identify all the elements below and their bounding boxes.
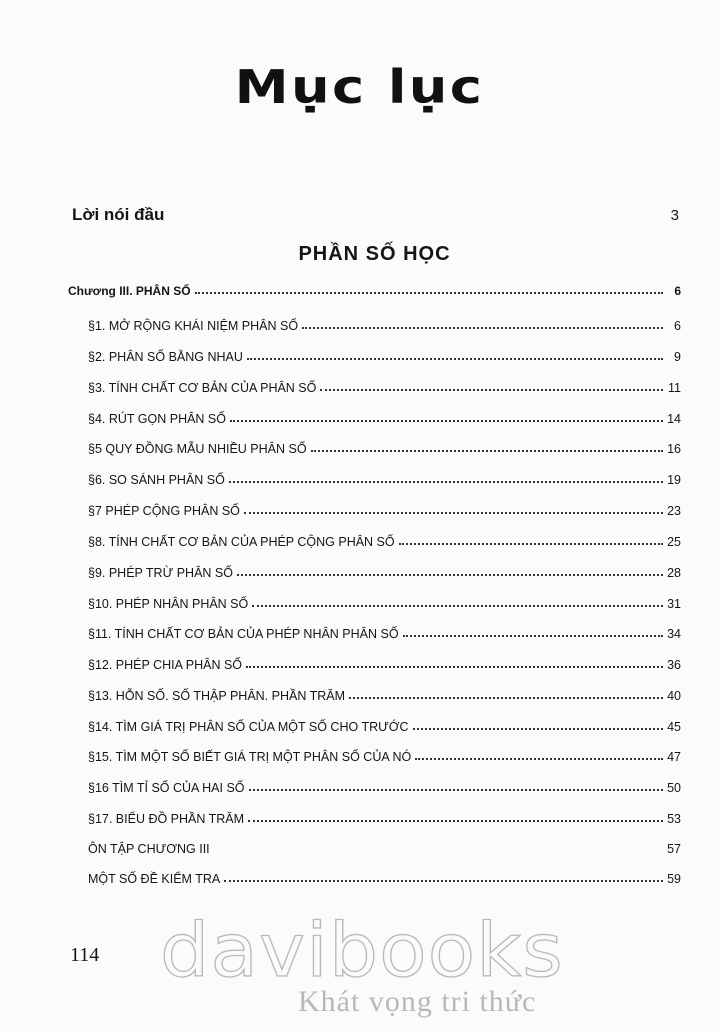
toc-entry[interactable] — [88, 313, 681, 333]
toc-entry[interactable] — [88, 652, 681, 672]
toc-leader — [246, 666, 663, 668]
toc-leader — [320, 389, 663, 391]
toc-leader — [237, 574, 663, 576]
toc-entry-page: 28 — [667, 566, 681, 580]
toc-entry-page: 53 — [667, 812, 681, 826]
toc-leader — [244, 512, 663, 514]
toc-entry-label: ÔN TẬP CHƯƠNG III — [88, 842, 210, 856]
toc-entry-label: §4. RÚT GỌN PHÂN SỐ — [88, 412, 226, 426]
toc-entry-page: 16 — [667, 442, 681, 456]
toc-entry-page: 47 — [667, 750, 681, 764]
toc-entry-page: 59 — [667, 872, 681, 886]
toc-entry-label: MỘT SỐ ĐỀ KIỂM TRA — [88, 872, 221, 886]
toc-entry[interactable] — [88, 406, 681, 426]
toc-entry-label: §13. HỖN SỐ. SỐ THẬP PHÂN. PHẦN TRĂM — [88, 689, 346, 703]
toc-entry[interactable] — [88, 375, 681, 395]
toc-leader — [229, 481, 663, 483]
toc-entry[interactable] — [88, 714, 681, 734]
toc-entry[interactable] — [88, 591, 681, 611]
toc-leader — [249, 789, 663, 791]
toc-leader — [195, 292, 663, 294]
toc-entry-page: 45 — [667, 720, 681, 734]
toc-entry-page: 11 — [668, 381, 681, 395]
toc-entry-page: 31 — [667, 597, 681, 611]
toc-entry-label: §8. TÍNH CHẤT CƠ BẢN CỦA PHÉP CỘNG PHÂN SỐ — [88, 535, 395, 549]
toc-entry[interactable] — [88, 806, 681, 826]
toc-entry-label: §16 TÌM TỈ SỐ CỦA HAI SỐ — [88, 781, 245, 795]
toc-entry[interactable] — [88, 560, 681, 580]
toc-leader — [252, 605, 663, 607]
toc-entry-label: §2. PHÂN SỐ BẰNG NHAU — [88, 350, 243, 364]
watermark-brand: davibooks — [160, 908, 564, 994]
page-number: 114 — [70, 944, 100, 966]
toc-entry-label: §14. TÌM GIÁ TRỊ PHÂN SỐ CỦA MỘT SỐ CHO TRƯỚC — [88, 720, 409, 734]
page-title: Mục lục — [234, 60, 485, 114]
toc-entry-page: 6 — [674, 319, 681, 333]
toc-entry-page: 40 — [667, 689, 681, 703]
toc-intro-page: 3 — [670, 206, 679, 224]
toc-entry[interactable] — [88, 529, 681, 549]
toc-entry-page: 19 — [667, 473, 681, 487]
toc-entry[interactable] — [88, 775, 681, 795]
toc-leader — [230, 420, 663, 422]
watermark-slogan: Khát vọng tri thức — [298, 985, 537, 1018]
toc-entry-page: 57 — [667, 842, 681, 856]
toc-entry[interactable] — [88, 467, 681, 487]
toc-entry-label: §9. PHÉP TRỪ PHÂN SỐ — [88, 566, 233, 580]
toc-entry-page: 9 — [674, 350, 681, 364]
toc-entry-label: §7 PHÉP CỘNG PHÂN SỐ — [88, 504, 240, 518]
toc-entry[interactable] — [88, 344, 681, 364]
toc-entry[interactable] — [88, 744, 681, 764]
toc-chapter-label: Chương III. PHÂN SỐ — [68, 284, 191, 298]
toc-leader — [399, 543, 663, 545]
toc-leader — [403, 635, 663, 637]
toc-entry-label: §15. TÌM MỘT SỐ BIẾT GIÁ TRỊ MỘT PHÂN SỐ CỦA NÓ — [88, 750, 412, 764]
toc-entry-label: §12. PHÉP CHIA PHÂN SỐ — [88, 658, 242, 672]
toc-entry[interactable] — [88, 866, 681, 886]
toc-leader — [302, 327, 663, 329]
toc-entry[interactable] — [88, 498, 681, 518]
toc-entry-label: §3. TÍNH CHẤT CƠ BẢN CỦA PHÂN SỐ — [88, 381, 317, 395]
toc-chapter-row[interactable] — [68, 278, 681, 298]
toc-entry-label: §11. TÍNH CHẤT CƠ BẢN CỦA PHÉP NHÂN PHÂN SỐ — [88, 627, 399, 641]
toc-entry-page: 50 — [667, 781, 681, 795]
toc-chapter-page: 6 — [674, 284, 681, 298]
toc-entry[interactable] — [88, 683, 681, 703]
toc-leader — [248, 820, 663, 822]
toc-entry-page: 23 — [667, 504, 681, 518]
toc-leader — [349, 697, 663, 699]
toc-entry-label: §1. MỞ RỘNG KHÁI NIỆM PHÂN SỐ — [88, 319, 299, 333]
toc-entry[interactable] — [88, 836, 681, 856]
toc-intro-row[interactable] — [72, 203, 679, 227]
toc-entry-page: 25 — [667, 535, 681, 549]
toc-entry-page: 36 — [667, 658, 681, 672]
toc-leader — [311, 450, 663, 452]
toc-entry[interactable] — [88, 436, 681, 456]
toc-entry-page: 14 — [667, 412, 681, 426]
toc-entry-label: §5 QUY ĐỒNG MẪU NHIỀU PHÂN SỐ — [88, 442, 307, 456]
toc-entry-label: §10. PHÉP NHÂN PHÂN SỐ — [88, 597, 249, 611]
toc-entry-label: §6. SO SÁNH PHÂN SỐ — [88, 473, 225, 487]
toc-intro-label: Lời nói đầu — [72, 205, 165, 224]
toc-entry[interactable] — [88, 621, 681, 641]
toc-leader — [224, 880, 663, 882]
toc-entry-page: 34 — [667, 627, 681, 641]
toc-entry-label: §17. BIỂU ĐỒ PHẦN TRĂM — [88, 812, 245, 826]
toc-leader — [247, 358, 663, 360]
toc-leader — [415, 758, 663, 760]
toc-leader — [413, 728, 663, 730]
section-title: PHẦN SỐ HỌC — [298, 243, 451, 265]
